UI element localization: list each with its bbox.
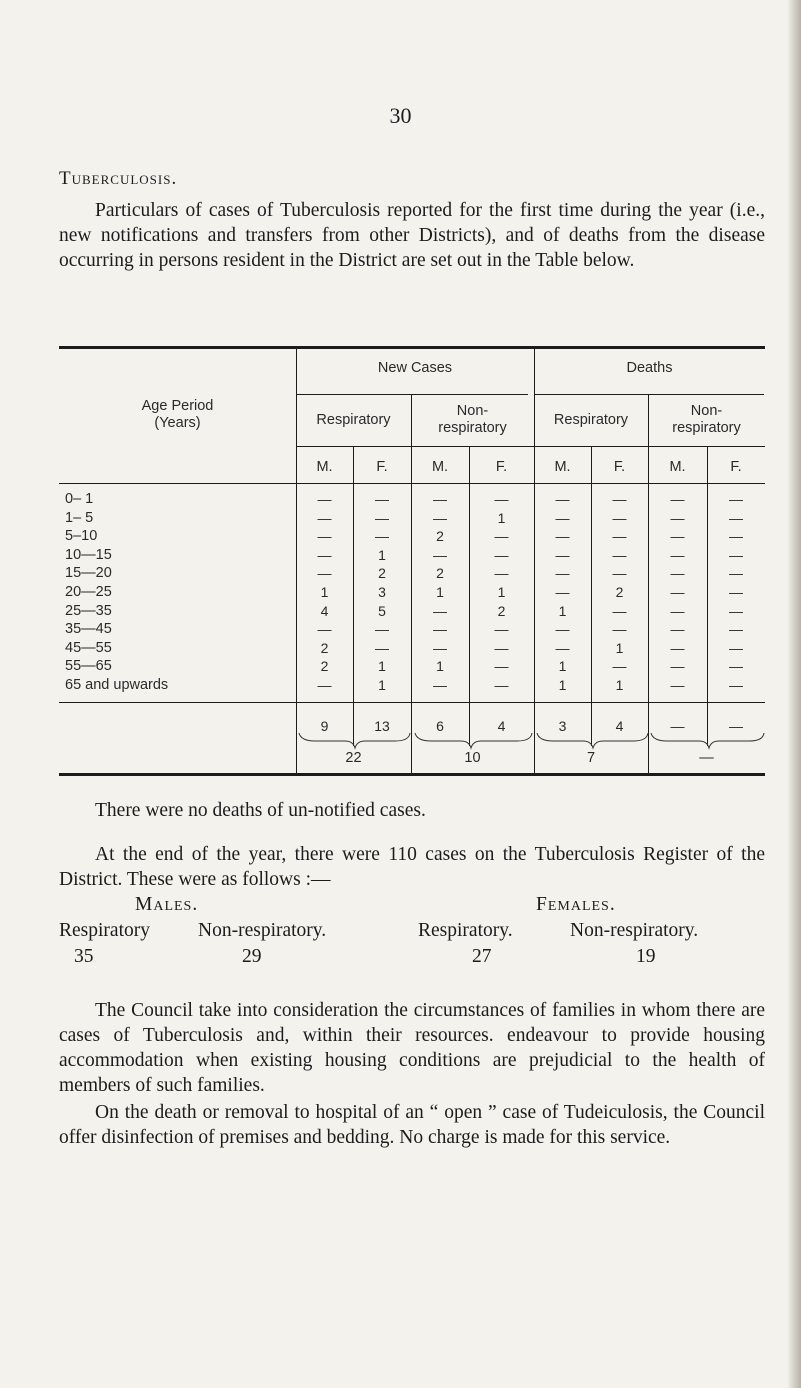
table-cell: — <box>555 621 570 638</box>
table-cell: — <box>729 621 743 638</box>
table-cell: 1 <box>497 584 506 600</box>
table-cell: 2 <box>615 584 624 600</box>
table-cell: 1 <box>378 658 386 675</box>
table-cell: — <box>375 491 389 507</box>
table-cell: — <box>729 509 743 526</box>
age-period-cell: 45—55 <box>65 639 112 656</box>
age-header-line2: (Years) <box>154 415 201 431</box>
table-cell: — <box>612 565 627 582</box>
age-period-cell: 10—15 <box>65 546 112 563</box>
table-cell: — <box>317 546 332 563</box>
age-period-cell: 25—35 <box>65 602 112 619</box>
male-respiratory-value: 35 <box>74 946 94 967</box>
table-cell: — <box>670 546 685 563</box>
age-period-cell: 55—65 <box>65 658 112 675</box>
age-period-cell: 1– 5 <box>65 509 94 526</box>
female-nonrespiratory-label: Non-respiratory. <box>570 920 699 941</box>
table-cell: — <box>433 509 447 526</box>
rule-under-subgroups <box>296 446 765 447</box>
table-cell: — <box>433 677 447 693</box>
table-bottom-rule <box>59 773 765 776</box>
table-cell: — <box>555 509 570 526</box>
grand-total-nc-resp: 22 <box>345 750 362 766</box>
brace-nc-nonresp <box>415 733 532 748</box>
deaths-header: Deaths <box>626 360 673 376</box>
table-cell: — <box>494 491 509 507</box>
mf-header: M. <box>669 459 686 475</box>
brace-d-nonresp <box>651 733 764 748</box>
grand-total-nc-nonresp: 10 <box>464 750 481 766</box>
age-period-cell: 20—25 <box>65 584 112 600</box>
table-cell: — <box>612 509 627 526</box>
male-nonrespiratory-label: Non-respiratory. <box>198 920 327 941</box>
new-cases-header: New Cases <box>377 360 453 376</box>
table-cell: 1 <box>558 677 567 693</box>
table-cell: — <box>670 639 685 656</box>
table-cell: — <box>433 621 447 638</box>
age-period-cell: 0– 1 <box>65 491 94 507</box>
table-cell: 2 <box>320 639 329 656</box>
table-cell: 1 <box>378 677 386 693</box>
d-nonrespiratory-header <box>648 403 765 437</box>
table-cell: — <box>494 677 509 693</box>
table-cell: — <box>670 528 685 545</box>
rule-under-header <box>59 483 765 484</box>
table-cell: 1 <box>320 584 329 600</box>
table-cell: 1 <box>615 677 624 693</box>
tuberculosis-table <box>59 346 765 776</box>
table-cell: — <box>375 528 389 545</box>
d-nonresp-line2: respiratory <box>672 420 741 436</box>
table-cell: — <box>317 509 332 526</box>
table-cell: — <box>670 509 685 526</box>
mf-header: M. <box>431 459 449 475</box>
table-cell: — <box>494 546 509 563</box>
table-cell: — <box>375 621 389 638</box>
rule-under-new-cases <box>296 394 528 395</box>
table-cell: — <box>555 584 570 600</box>
table-cell: — <box>375 639 389 656</box>
table-cell: 2 <box>436 565 444 582</box>
table-cell: 1 <box>497 509 506 526</box>
table-cell: — <box>612 621 627 638</box>
rule-above-totals <box>59 702 765 703</box>
mf-header: F. <box>376 459 388 475</box>
total-cell: — <box>670 718 685 734</box>
table-cell: — <box>317 677 332 693</box>
nc-nonresp-line2: respiratory <box>438 420 507 436</box>
table-cell: — <box>555 639 570 656</box>
table-top-rule <box>59 346 765 349</box>
table-cell: — <box>612 546 627 563</box>
nc-nonresp-line1: Non- <box>456 403 489 419</box>
female-respiratory-label: Respiratory. <box>418 920 513 941</box>
table-cell: — <box>433 491 447 507</box>
table-cell: — <box>317 528 332 545</box>
grand-total-d-resp: 7 <box>586 750 596 766</box>
table-cell: — <box>729 677 743 693</box>
table-cell: — <box>729 658 743 675</box>
table-cell: — <box>670 491 685 507</box>
table-cell: 4 <box>320 602 329 619</box>
table-cell: 1 <box>436 584 444 600</box>
table-cell: — <box>670 584 685 600</box>
brace-d-resp <box>537 733 648 748</box>
table-cell: — <box>555 528 570 545</box>
table-cell: — <box>555 546 570 563</box>
age-header <box>59 398 296 432</box>
page-edge-shadow <box>787 0 801 1388</box>
table-cell: — <box>494 621 509 638</box>
table-cell: — <box>433 546 447 563</box>
table-cell: — <box>375 509 389 526</box>
table-cell: — <box>729 491 743 507</box>
age-period-cell: 5–10 <box>65 528 98 545</box>
table-cell: — <box>612 491 627 507</box>
table-cell: 1 <box>558 658 567 675</box>
total-cell: 9 <box>320 718 329 734</box>
age-period-cell: 15—20 <box>65 565 112 582</box>
table-cell: — <box>317 565 332 582</box>
mf-header: M. <box>554 459 571 475</box>
table-cell: 1 <box>558 602 567 619</box>
mf-header: M. <box>316 459 333 475</box>
table-cell: — <box>494 528 509 545</box>
table-cell: 3 <box>378 584 386 600</box>
table-cell: — <box>433 639 447 656</box>
female-nonrespiratory-value: 19 <box>636 946 656 967</box>
table-cell: — <box>612 602 627 619</box>
table-cell: — <box>612 528 627 545</box>
table-cell: — <box>729 546 743 563</box>
age-period-cell: 65 and upwards <box>65 677 169 693</box>
disinfection-paragraph: On the death or removal to hospital of an “ open ” case of Tudeiculosis, the Council offer disinfection of premises and bedding. No charge is made for this service. <box>59 1102 765 1148</box>
table-cell: — <box>555 491 570 507</box>
nc-nonrespiratory-header <box>411 403 534 437</box>
intro-paragraph: Particulars of cases of Tuberculosis reported for the first time during the year (i.e., new notifications and transfers from other Districts), and of deaths from the disease occurring in persons resident in the District are set out in the Table below. <box>59 200 765 271</box>
register-paragraph: At the end of the year, there were 110 cases on the Tuberculosis Register of the District. These were as follows :— <box>59 844 765 890</box>
age-period-cell: 35—45 <box>65 621 112 638</box>
table-cell: — <box>729 528 743 545</box>
table-cell: — <box>494 658 509 675</box>
table-cell: — <box>670 602 685 619</box>
table-cell: 2 <box>497 602 506 619</box>
nc-respiratory-header: Respiratory <box>316 412 391 428</box>
table-cell: — <box>670 621 685 638</box>
male-respiratory-label: Respiratory <box>59 920 150 941</box>
age-header-line1: Age Period <box>141 398 214 414</box>
table-cell: — <box>317 491 332 507</box>
total-cell: 4 <box>497 718 506 734</box>
total-cell: 4 <box>615 718 624 734</box>
table-cell: — <box>670 658 685 675</box>
table-cell: — <box>317 621 332 638</box>
page-number: 30 <box>389 103 412 128</box>
table-cell: — <box>494 565 509 582</box>
rule-under-deaths <box>535 394 764 395</box>
table-cell: 5 <box>378 602 386 619</box>
mf-header: F. <box>730 459 742 475</box>
table-cell: — <box>670 565 685 582</box>
table-cell: 2 <box>436 528 444 545</box>
table-cell: — <box>729 565 743 582</box>
table-cell: — <box>555 565 570 582</box>
table-cell: — <box>494 639 509 656</box>
d-respiratory-header: Respiratory <box>553 412 629 428</box>
males-heading: Males. <box>135 894 199 915</box>
table-cell: 1 <box>378 546 386 563</box>
mf-header: F. <box>613 459 626 475</box>
male-nonrespiratory-value: 29 <box>242 946 262 967</box>
council-paragraph: The Council take into consideration the circumstances of families in whom there are cases of Tuberculosis and, within their resources. endeavour to provide housing accommodation when existing housing conditions are prejudicial to the health of members of such families. <box>59 1000 765 1096</box>
no-deaths-note: There were no deaths of un-notified cases. <box>95 800 426 821</box>
table-cell: 1 <box>436 658 444 675</box>
female-respiratory-value: 27 <box>472 946 492 967</box>
table-cell: — <box>729 639 743 656</box>
table-cell: — <box>729 584 743 600</box>
table-cell: — <box>670 677 685 693</box>
table-cell: 1 <box>615 639 624 656</box>
grand-total-d-nonresp: — <box>699 750 714 766</box>
mf-header: F. <box>495 459 508 475</box>
table-cell: 2 <box>320 658 329 675</box>
females-heading: Females. <box>536 894 616 915</box>
total-cell: — <box>729 718 743 734</box>
brace-graphics <box>59 731 765 751</box>
d-nonresp-line1: Non- <box>690 403 723 419</box>
total-cell: 6 <box>436 718 444 734</box>
section-title: Tuberculosis. <box>59 168 178 189</box>
total-cell: 13 <box>374 718 390 734</box>
table-cell: — <box>612 658 627 675</box>
table-cell: — <box>433 602 447 619</box>
total-cell: 3 <box>558 718 567 734</box>
table-cell: 2 <box>378 565 386 582</box>
table-cell: — <box>729 602 743 619</box>
brace-nc-resp <box>299 733 410 748</box>
